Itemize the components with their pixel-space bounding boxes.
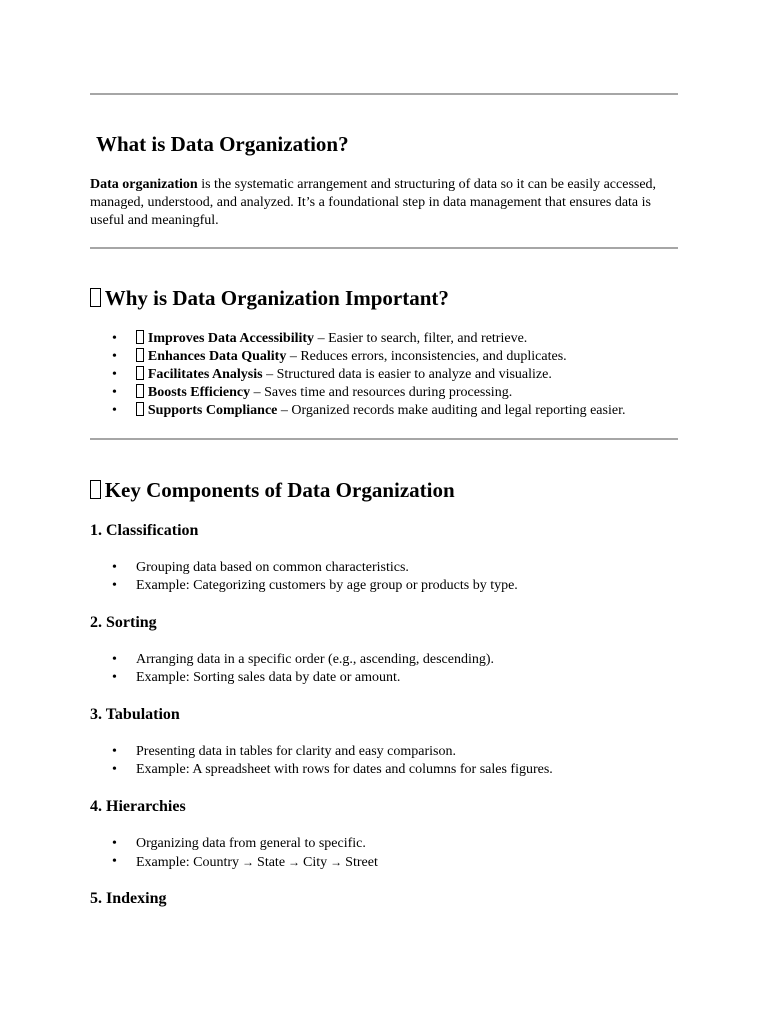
item-text: – Organized records make auditing and legal reporting easier. — [277, 403, 626, 418]
item-text: – Easier to search, filter, and retrieve. — [314, 331, 528, 346]
missing-glyph-icon — [136, 402, 144, 415]
importance-title: Why is Data Organization Important? — [104, 286, 449, 310]
arrow-right-icon: → — [330, 855, 343, 869]
list-item-hierarchy-example — [90, 853, 378, 872]
importance-list — [90, 330, 625, 420]
list-item — [90, 402, 625, 420]
missing-glyph-icon — [136, 384, 144, 397]
tabulation-list — [90, 743, 553, 779]
list-item: • Arranging data in a specific order (e.g., ascending, descending). — [90, 651, 494, 669]
list-item: • Organizing data from general to specific. — [90, 835, 378, 853]
missing-glyph-icon — [136, 348, 144, 361]
missing-glyph-icon — [90, 480, 101, 499]
item-bold: Supports Compliance — [147, 403, 278, 418]
list-item: • Example: Categorizing customers by age group or products by type. — [90, 577, 518, 595]
list-item — [90, 384, 625, 402]
item-text: – Structured data is easier to analyze and visualize. — [262, 367, 552, 382]
list-item: • Example: A spreadsheet with rows for dates and columns for sales figures. — [90, 761, 553, 779]
horizontal-rule — [90, 93, 678, 95]
missing-glyph-icon — [136, 366, 144, 379]
hierarchy-step: City — [303, 855, 328, 870]
hierarchy-step: State — [257, 855, 286, 870]
item-text: – Reduces errors, inconsistencies, and duplicates. — [286, 349, 567, 364]
list-item — [90, 330, 625, 348]
intro-term: Data organization — [90, 177, 198, 192]
section-heading-classification: 1. Classification — [90, 522, 199, 539]
list-item: • Example: Sorting sales data by date or amount. — [90, 669, 494, 687]
list-item — [90, 366, 625, 384]
horizontal-rule — [90, 438, 678, 440]
intro-heading: What is Data Organization? — [96, 132, 349, 156]
section-heading-indexing: 5. Indexing — [90, 890, 167, 907]
hierarchy-step: Street — [345, 855, 378, 870]
list-item: • Presenting data in tables for clarity and easy comparison. — [90, 743, 553, 761]
classification-list — [90, 559, 518, 595]
item-bold: Improves Data Accessibility — [147, 331, 315, 346]
horizontal-rule — [90, 247, 678, 249]
item-text: – Saves time and resources during processing. — [250, 385, 513, 400]
list-item: • Grouping data based on common characteristics. — [90, 559, 518, 577]
components-heading — [90, 477, 455, 503]
importance-heading — [90, 285, 449, 311]
hierarchies-list — [90, 835, 378, 872]
item-bold: Boosts Efficiency — [147, 385, 251, 400]
intro-paragraph — [90, 176, 680, 230]
arrow-right-icon: → — [288, 855, 301, 869]
item-bold: Facilitates Analysis — [147, 367, 263, 382]
item-bold: Enhances Data Quality — [147, 349, 287, 364]
intro-text: is the systematic arrangement and structuring of data so it can be easily accessed, managed, understood, and analyzed. It’s a foundational step in data management that ensures data is useful and meaningful. — [90, 177, 657, 228]
list-item — [90, 348, 625, 366]
missing-glyph-icon — [136, 330, 144, 343]
sorting-list — [90, 651, 494, 687]
components-title: Key Components of Data Organization — [104, 478, 455, 502]
section-heading-sorting: 2. Sorting — [90, 614, 157, 631]
section-heading-tabulation: 3. Tabulation — [90, 706, 180, 723]
missing-glyph-icon — [90, 288, 101, 307]
section-heading-hierarchies: 4. Hierarchies — [90, 798, 186, 815]
hierarchy-prefix: Example: Country — [136, 855, 240, 870]
arrow-right-icon: → — [242, 855, 255, 869]
